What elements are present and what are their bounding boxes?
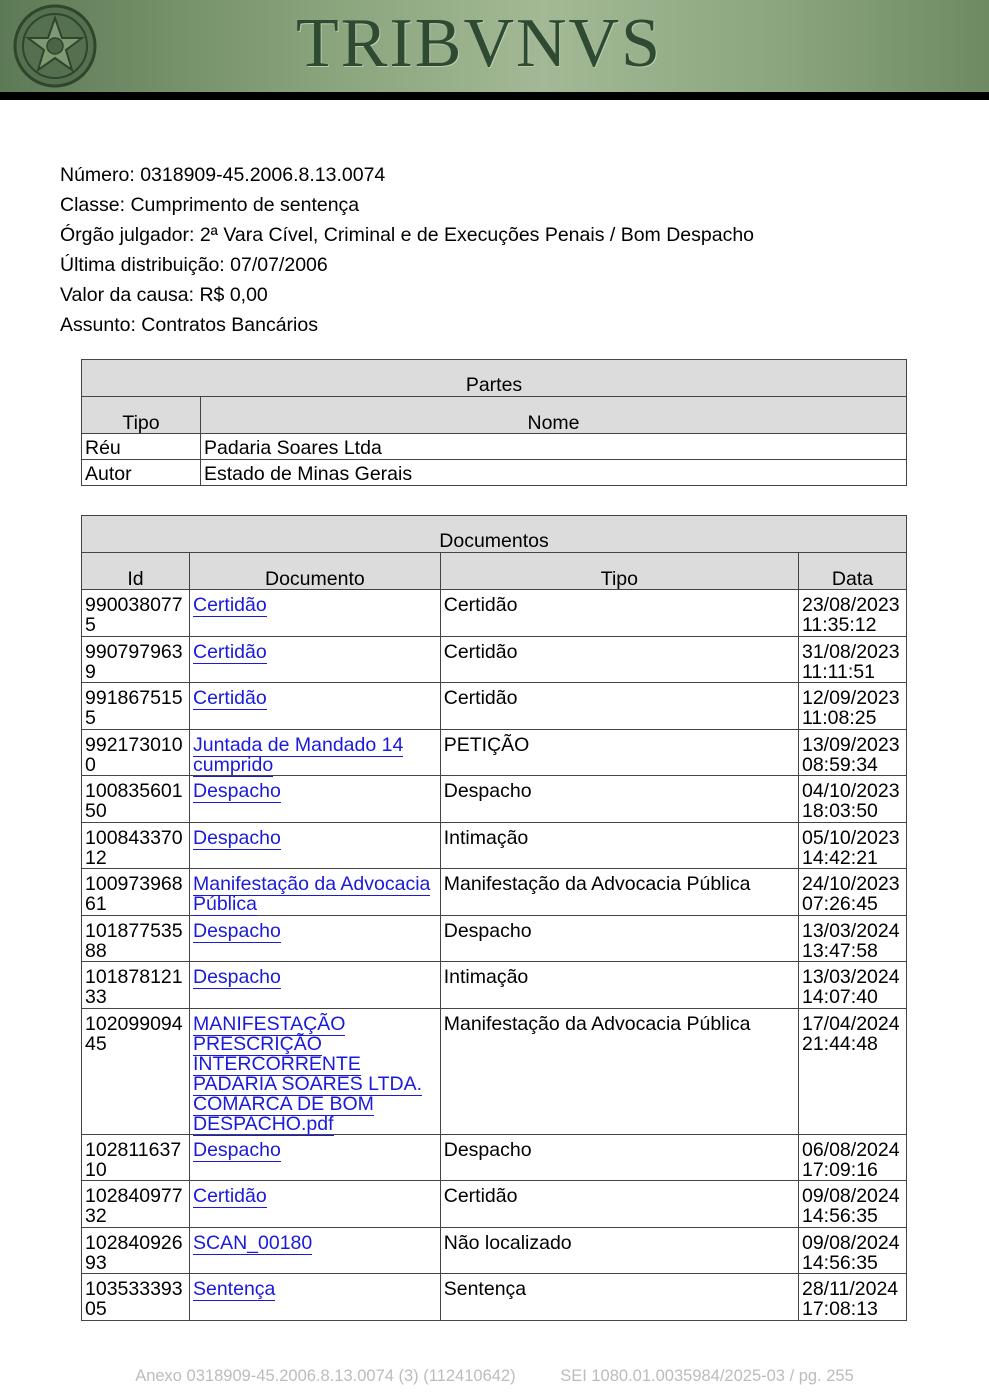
document-type: Despacho bbox=[440, 915, 798, 962]
document-date bbox=[798, 1181, 906, 1228]
document-date-line: 05/10/2023 bbox=[801, 826, 900, 849]
document-date-line: 23/08/2023 bbox=[801, 594, 900, 616]
document-date-line: 13/03/2024 bbox=[801, 919, 900, 942]
document-id-line: 992173010 bbox=[85, 733, 183, 756]
document-date-line: 11:08:25 bbox=[801, 707, 877, 729]
document-date bbox=[798, 962, 906, 1009]
document-id bbox=[82, 1134, 190, 1181]
document-date-line: 28/11/2024 bbox=[801, 1278, 899, 1300]
document-id bbox=[82, 636, 190, 683]
document-date bbox=[798, 590, 906, 637]
document-id-line: 61 bbox=[85, 893, 107, 915]
document-link[interactable]: Despacho bbox=[192, 966, 281, 988]
document-name bbox=[189, 683, 440, 730]
document-id-line: 100835601 bbox=[85, 780, 183, 802]
footer-annex: Anexo 0318909-45.2006.8.13.0074 (3) (112410642) bbox=[135, 1367, 516, 1385]
party-type: Réu bbox=[82, 434, 201, 460]
document-type: Certidão bbox=[440, 636, 798, 683]
document-link[interactable]: Despacho bbox=[192, 919, 281, 942]
document-type: Intimação bbox=[440, 962, 798, 1009]
document-date bbox=[798, 1134, 906, 1181]
documents-table bbox=[81, 515, 907, 1321]
document-id bbox=[82, 590, 190, 637]
document-date bbox=[798, 1274, 906, 1321]
document-id bbox=[82, 822, 190, 869]
table-row bbox=[82, 1227, 907, 1274]
table-row bbox=[82, 434, 907, 460]
document-date-line: 21:44:48 bbox=[801, 1032, 878, 1055]
documents-col-documento: Documento bbox=[189, 553, 440, 590]
document-type: Manifestação da Advocacia Pública bbox=[440, 1008, 798, 1134]
document-id-line: 10 bbox=[85, 1158, 107, 1181]
document-id-line: 102811637 bbox=[85, 1138, 182, 1161]
table-row bbox=[82, 1008, 907, 1134]
document-id-line: 33 bbox=[85, 986, 107, 1008]
document-id-line: 102840926 bbox=[85, 1231, 183, 1254]
table-row bbox=[82, 869, 907, 916]
page-footer bbox=[0, 1367, 989, 1386]
document-name bbox=[189, 1134, 440, 1181]
document-id-line: 102840977 bbox=[85, 1185, 183, 1207]
document-date-line: 09/08/2024 bbox=[801, 1185, 900, 1207]
document-type: Despacho bbox=[440, 1134, 798, 1181]
document-date-line: 13/09/2023 bbox=[801, 733, 900, 756]
document-id bbox=[82, 1227, 190, 1274]
process-subject: Assunto: Contratos Bancários bbox=[60, 314, 318, 336]
document-id bbox=[82, 962, 190, 1009]
document-name bbox=[189, 590, 440, 637]
table-row bbox=[82, 962, 907, 1009]
document-name bbox=[189, 636, 440, 683]
document-link[interactable]: Certidão bbox=[192, 687, 267, 709]
document-id bbox=[82, 1274, 190, 1321]
process-distribution: Última distribuição: 07/07/2006 bbox=[60, 254, 328, 276]
document-id bbox=[82, 683, 190, 730]
document-date bbox=[798, 683, 906, 730]
document-date-line: 11:35:12 bbox=[801, 614, 877, 636]
document-name bbox=[189, 729, 440, 776]
document-id-line: 5 bbox=[85, 614, 96, 636]
document-link[interactable]: COMARCA DE BOM bbox=[192, 1092, 374, 1115]
document-date bbox=[798, 776, 906, 823]
document-type: Certidão bbox=[440, 683, 798, 730]
document-link[interactable]: Certidão bbox=[192, 640, 267, 663]
footer-sei: SEI 1080.01.0035984/2025-03 / pg. 255 bbox=[560, 1367, 854, 1385]
documents-col-data: Data bbox=[798, 553, 906, 590]
document-date-line: 09/08/2024 bbox=[801, 1231, 900, 1254]
document-name bbox=[189, 776, 440, 823]
document-date-line: 17:08:13 bbox=[801, 1298, 878, 1320]
document-date bbox=[798, 1227, 906, 1274]
document-id bbox=[82, 1181, 190, 1228]
document-type: Certidão bbox=[440, 1181, 798, 1228]
document-link[interactable]: INTERCORRENTE bbox=[192, 1052, 361, 1075]
document-date-line: 31/08/2023 bbox=[801, 640, 900, 663]
document-date bbox=[798, 869, 906, 916]
document-id-line: 88 bbox=[85, 939, 107, 962]
document-id-line: 100973968 bbox=[85, 873, 183, 895]
table-row bbox=[82, 1134, 907, 1181]
document-name bbox=[189, 1274, 440, 1321]
document-id-line: 103533393 bbox=[85, 1278, 183, 1300]
document-date-line: 13/03/2024 bbox=[801, 966, 900, 988]
coat-of-arms-seal-icon bbox=[12, 4, 98, 88]
document-link[interactable]: DESPACHO.pdf bbox=[192, 1112, 334, 1135]
table-row bbox=[82, 1274, 907, 1321]
document-link[interactable]: Juntada de Mandado 14 bbox=[192, 733, 404, 756]
document-date-line: 07:26:45 bbox=[801, 893, 878, 915]
parties-col-nome: Nome bbox=[201, 397, 907, 434]
document-link[interactable]: Manifestação da Advocacia bbox=[192, 873, 431, 895]
document-name bbox=[189, 1227, 440, 1274]
document-id-line: 12 bbox=[85, 846, 107, 869]
table-row bbox=[82, 776, 907, 823]
documents-col-id: Id bbox=[82, 553, 190, 590]
document-id-line: 990038077 bbox=[85, 594, 183, 616]
document-type: Sentença bbox=[440, 1274, 798, 1321]
document-date-line: 18:03:50 bbox=[801, 800, 878, 822]
document-link[interactable]: Despacho bbox=[192, 780, 281, 802]
document-name bbox=[189, 822, 440, 869]
document-date bbox=[798, 636, 906, 683]
document-id-line: 100843370 bbox=[85, 826, 183, 849]
table-row bbox=[82, 822, 907, 869]
process-value: Valor da causa: R$ 0,00 bbox=[60, 284, 268, 306]
document-id bbox=[82, 869, 190, 916]
process-metadata bbox=[60, 160, 754, 340]
document-link[interactable]: PADARIA SOARES LTDA. bbox=[192, 1072, 422, 1095]
document-id-line: 0 bbox=[85, 753, 96, 776]
document-date bbox=[798, 822, 906, 869]
document-link[interactable]: MANIFESTAÇÃO bbox=[192, 1012, 346, 1035]
document-date-line: 14:56:35 bbox=[801, 1205, 878, 1227]
document-date-line: 14:07:40 bbox=[801, 986, 878, 1008]
table-row bbox=[82, 683, 907, 730]
document-type: Intimação bbox=[440, 822, 798, 869]
document-id-line: 101877535 bbox=[85, 919, 183, 942]
documents-col-tipo: Tipo bbox=[440, 553, 798, 590]
party-name: Padaria Soares Ltda bbox=[201, 434, 907, 460]
document-id-line: 50 bbox=[85, 800, 107, 822]
document-link[interactable]: Sentença bbox=[192, 1278, 276, 1300]
process-number: Número: 0318909-45.2006.8.13.0074 bbox=[60, 164, 386, 186]
header-banner bbox=[0, 0, 989, 92]
document-id-line: 9 bbox=[85, 660, 96, 683]
document-date-line: 17/04/2024 bbox=[801, 1012, 900, 1035]
document-date-line: 13:47:58 bbox=[801, 939, 878, 962]
document-type: Despacho bbox=[440, 776, 798, 823]
header-rule bbox=[0, 92, 989, 100]
document-link[interactable]: Certidão bbox=[192, 594, 267, 616]
document-link[interactable]: SCAN_00180 bbox=[192, 1231, 313, 1254]
document-link[interactable]: Despacho bbox=[192, 1138, 281, 1161]
document-id bbox=[82, 915, 190, 962]
table-row bbox=[82, 915, 907, 962]
document-link[interactable]: cumprido bbox=[192, 753, 274, 776]
document-date-line: 17:09:16 bbox=[801, 1158, 878, 1181]
parties-title: Partes bbox=[82, 360, 907, 397]
document-type: Não localizado bbox=[440, 1227, 798, 1274]
document-id-line: 93 bbox=[85, 1251, 107, 1274]
document-date-line: 06/08/2024 bbox=[801, 1138, 900, 1161]
document-link[interactable]: Despacho bbox=[192, 826, 281, 849]
table-row bbox=[82, 590, 907, 637]
document-date-line: 11:11:51 bbox=[801, 660, 875, 683]
document-id bbox=[82, 1008, 190, 1134]
document-name bbox=[189, 869, 440, 916]
document-date-line: 12/09/2023 bbox=[801, 687, 900, 709]
document-id-line: 45 bbox=[85, 1032, 107, 1055]
process-class: Classe: Cumprimento de sentença bbox=[60, 194, 360, 216]
document-date bbox=[798, 915, 906, 962]
document-name bbox=[189, 962, 440, 1009]
document-date-line: 08:59:34 bbox=[801, 753, 878, 776]
document-id bbox=[82, 776, 190, 823]
parties-table bbox=[81, 359, 907, 486]
parties-col-tipo: Tipo bbox=[82, 397, 201, 434]
document-link[interactable]: Pública bbox=[192, 893, 257, 915]
document-id-line: 5 bbox=[85, 707, 96, 729]
documents-title: Documentos bbox=[82, 516, 907, 553]
document-type: Certidão bbox=[440, 590, 798, 637]
document-date-line: 24/10/2023 bbox=[801, 873, 900, 895]
process-court: Órgão julgador: 2ª Vara Cível, Criminal e de Execuções Penais / Bom Despacho bbox=[60, 224, 755, 246]
table-row bbox=[82, 729, 907, 776]
document-date-line: 04/10/2023 bbox=[801, 780, 900, 802]
document-date-line: 14:56:35 bbox=[801, 1251, 878, 1274]
document-id-line: 990797963 bbox=[85, 640, 183, 663]
document-type: PETIÇÃO bbox=[440, 729, 798, 776]
document-id bbox=[82, 729, 190, 776]
document-id-line: 102099094 bbox=[85, 1012, 183, 1035]
document-id-line: 991867515 bbox=[85, 687, 183, 709]
document-date bbox=[798, 729, 906, 776]
party-name: Estado de Minas Gerais bbox=[201, 460, 907, 486]
document-link[interactable]: PRESCRIÇÃO bbox=[192, 1032, 322, 1055]
document-id-line: 05 bbox=[85, 1298, 107, 1320]
document-id-line: 101878121 bbox=[85, 966, 183, 988]
document-name bbox=[189, 915, 440, 962]
table-row bbox=[82, 460, 907, 486]
brand-logo-text: TRIBVNVS bbox=[296, 5, 663, 82]
document-id-line: 32 bbox=[85, 1205, 107, 1227]
document-type: Manifestação da Advocacia Pública bbox=[440, 869, 798, 916]
table-row bbox=[82, 1181, 907, 1228]
table-row bbox=[82, 636, 907, 683]
document-date bbox=[798, 1008, 906, 1134]
document-date-line: 14:42:21 bbox=[801, 846, 878, 869]
party-type: Autor bbox=[82, 460, 201, 486]
document-link[interactable]: Certidão bbox=[192, 1185, 267, 1207]
document-name bbox=[189, 1181, 440, 1228]
document-name bbox=[189, 1008, 440, 1134]
